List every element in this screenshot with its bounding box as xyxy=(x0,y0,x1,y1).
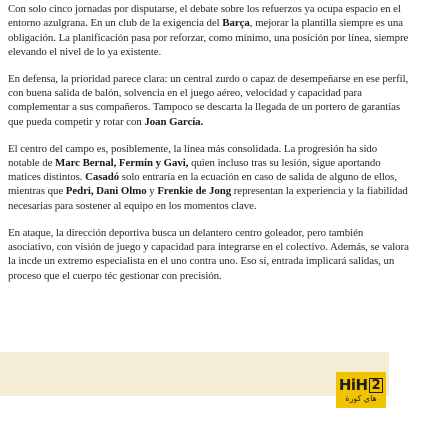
body-text: y xyxy=(146,185,158,198)
body-text: Con solo cinco jornadas por disputarse, el debate sobre los refuerzos ya ocupa espacio en el entorno azulgrana. En un club de la exigencia del xyxy=(8,3,401,30)
bold-text: Joan García. xyxy=(144,115,204,128)
bold-text: Pedri, Dani Olmo xyxy=(65,185,147,198)
article-body xyxy=(8,2,410,295)
body-text: gestionar con precisión. xyxy=(116,269,222,282)
article-paragraph xyxy=(8,142,410,213)
article-paragraph xyxy=(8,226,410,283)
body-text: representan la experiencia y la fiabilidad necesarias para sostener al equipo en los momentos clave. xyxy=(8,185,408,212)
bold-text: Barça xyxy=(222,17,250,30)
body-text: solo entraría en la ecuación en caso de salida de alguno de ellos, mientras que xyxy=(8,171,397,198)
body-text: quien incluso tras su lesión, sigue aportando matices distintos. xyxy=(8,156,381,184)
article-paragraph xyxy=(8,72,410,129)
highlight-band xyxy=(0,352,389,396)
body-text: , mejorar la plantilla siempre es una obligación. La planificación pasa por reforzar, como mínimo, una posición por línea, siempre elevando el nivel de lo ya existente. xyxy=(8,17,409,58)
logo-main-text: HiH xyxy=(338,376,368,394)
hihi2-logo[interactable] xyxy=(336,372,386,408)
bold-text: Casadó xyxy=(85,171,120,184)
body-text: de un extremo especialista en el uno contra uno. Eso sí, entrada implicará salidas, un proceso que el cuerpo téc xyxy=(8,255,395,282)
body-text: El centro del campo es, posiblemente, la línea más consolidada. La progresión ha sido notable de xyxy=(8,142,378,169)
bold-text: Marc Bernal, Fermín y Gavi, xyxy=(55,156,189,169)
logo-sub-text: هاي كورة xyxy=(345,394,377,403)
article-paragraph xyxy=(8,2,410,59)
bold-text: Frenkie de Jong xyxy=(157,185,232,198)
body-text: En defensa, la prioridad parece clara: un central zurdo o capaz de desempeñarse en ese perfil, con buena salida de balón, solvencia en el juego aéreo, velocidad y capacidad para complementar a sus compañeros. Tampoco se descarta la llegada de un portero de garantías que pueda competir y rotar con xyxy=(8,72,409,128)
body-text: En ataque, la dirección deportiva busca un delantero centro goleador, pero también asociativo, con visión de juego y capacidad para integrarse en el colectivo. Además, se valora la inc xyxy=(8,226,409,268)
logo-box-text: 2 xyxy=(369,378,384,393)
logo-wordmark xyxy=(339,377,383,393)
